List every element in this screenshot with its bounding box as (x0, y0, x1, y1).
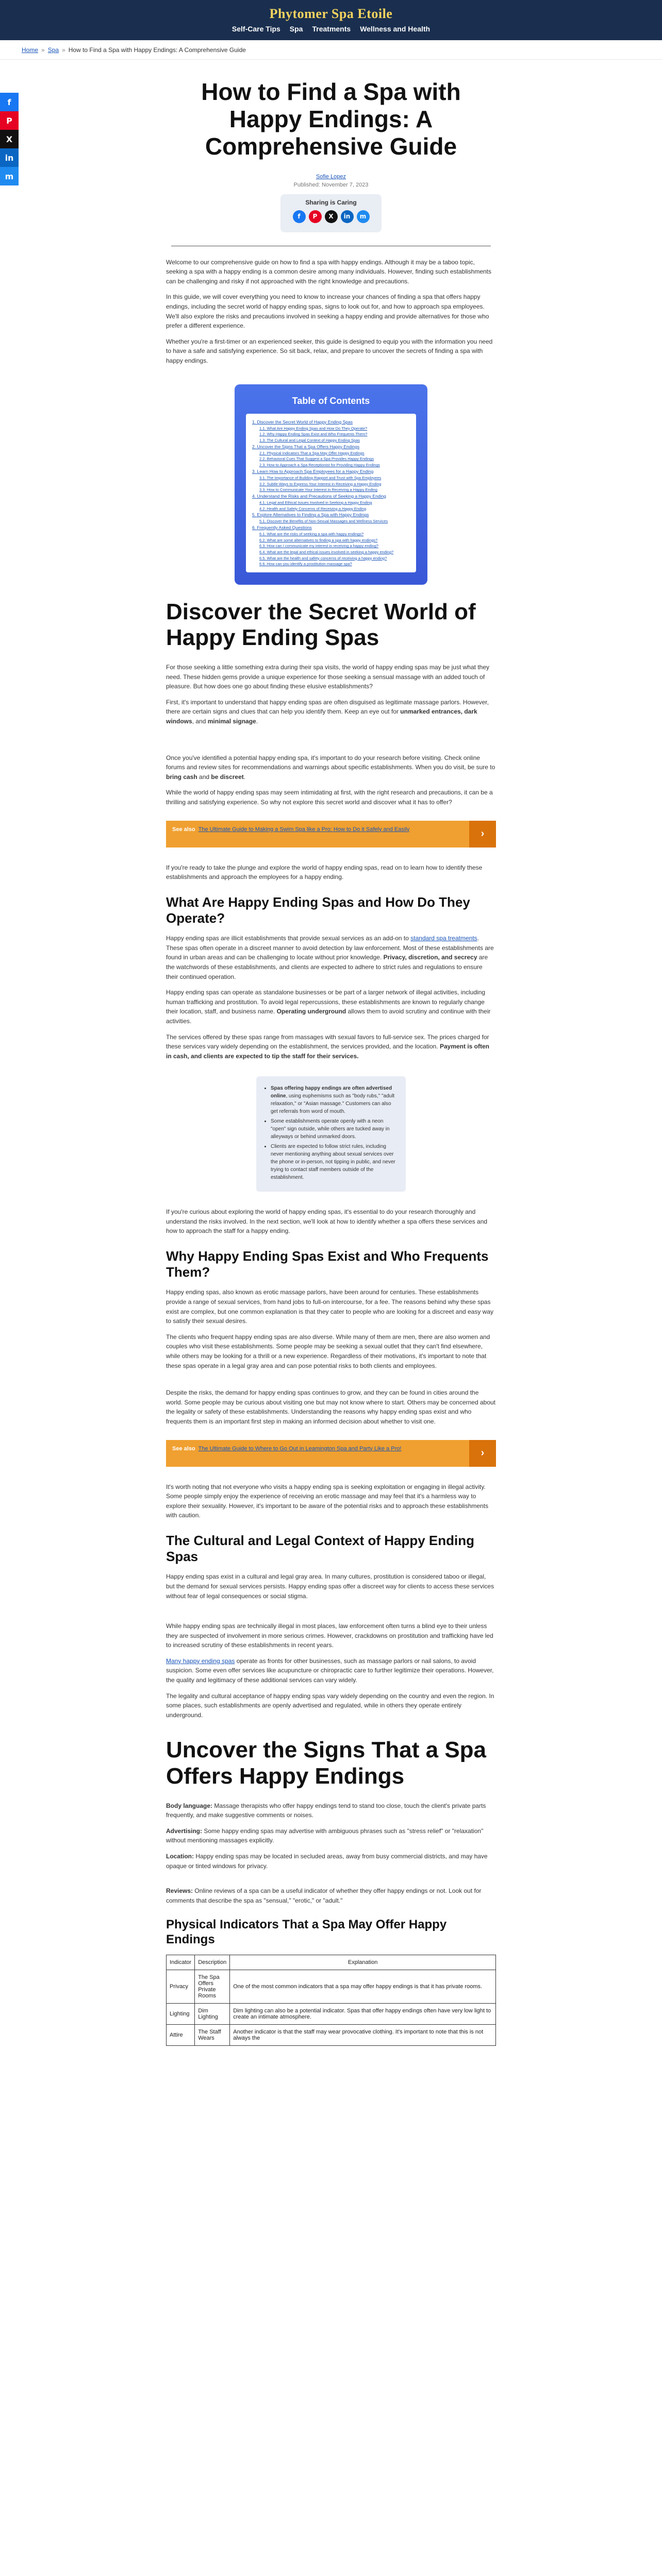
toc-item-number: 6.2. (259, 537, 266, 543)
toc-item-number: 6.5. (259, 555, 266, 561)
list-item (271, 1084, 398, 1115)
text: . (243, 773, 246, 781)
indicators-table (166, 1955, 496, 2046)
paragraph (166, 1826, 496, 1845)
toc-item[interactable] (252, 493, 410, 500)
paragraph: While happy ending spas are technically illegal in most places, law enforcement often turns a blind eye to their unless they are suspected of involvement in more serious crimes. However, crackdowns on prostitution and trafficking have led to increased scrutiny of these establishments in recent years. (166, 1622, 493, 1649)
toc-item-label: Subtle Ways to Express Your Interest in Receiving a Happy Ending (267, 481, 382, 486)
toc-item-label: What are the risks of seeking a spa with happy endings? (267, 532, 364, 537)
sharing-box (280, 194, 382, 232)
paragraph: Despite the risks, the demand for happy ending spas continues to grow, and they can be found in cities around the world. Some people may be curious about visiting one but may not know where to start. Others may be concerned about the legality or safety of these establishments. Understanding the reasons why happy ending spas exist and who frequents them is an important first step in making an informed decision about whether to visit one. (166, 1389, 496, 1425)
toc-item[interactable] (252, 475, 410, 481)
linkedin-icon[interactable]: in (341, 210, 354, 223)
bold-text: Advertising: (166, 1827, 203, 1835)
see-also-banner[interactable] (166, 821, 496, 848)
bold-text: be discreet (211, 773, 244, 781)
table-cell: The Staff Wears (195, 2024, 230, 2045)
article-header (171, 78, 491, 232)
toc-item-number: 6.4. (259, 550, 266, 555)
see-also-banner[interactable] (166, 1440, 496, 1467)
toc-item-number: 2.2. (259, 456, 266, 462)
text: Massage therapists who offer happy endings tend to stand too close, touch the client's private parts frequently, and make suggestive comments or noises. (166, 1802, 486, 1819)
breadcrumb-separator: » (41, 46, 45, 54)
see-also-link[interactable]: The Ultimate Guide to Where to Go Out in Leamington Spa and Party Like a Pro! (198, 1445, 402, 1452)
nav-item-self-care-tips[interactable]: Self-Care Tips (231, 25, 280, 33)
text: First, it's important to understand that happy ending spas are often disguised as legitimate massage parlors. However, there are certain signs and clues that can help you identify them. Keep an eye out for (166, 698, 489, 716)
toc-item-number: 1.3. (259, 438, 266, 443)
toc-item[interactable] (252, 444, 410, 450)
toc-item-number: 2. (252, 444, 256, 449)
paragraph: For those seeking a little something extra during their spa visits, the world of happy ending spas may be just what they need. These hidden gems provide a unique experience for those seeking a sensual massage with an added touch of pleasure. But how does one go about finding these elusive establishments? (166, 664, 489, 690)
list-item: • Clients are expected to follow strict rules, including never mentioning anything about sexual services over the phone or in-person, not tipping in public, and never trying to contact staff members outside of the establishment. (271, 1143, 398, 1181)
toc-item-label: Understand the Risks and Precautions of Seeking a Happy Ending (257, 493, 386, 499)
bold-text: bring cash (166, 773, 197, 781)
messenger-icon[interactable]: m (0, 167, 19, 185)
see-also-text (166, 821, 469, 848)
toc-item-label: Legal and Ethical Issues Involved in Seeking a Happy Ending (267, 500, 372, 505)
column-header: Indicator (167, 1955, 195, 1970)
text: . (256, 718, 258, 725)
table-body (167, 1970, 496, 2045)
toc-item-number: 1.2. (259, 432, 266, 437)
nav-item-wellness-and-health[interactable]: Wellness and Health (360, 25, 431, 33)
toc-item-label: Explore Alternatives to Finding a Spa with Happy Endings (257, 512, 369, 518)
chevron-right-icon[interactable]: › (469, 1440, 496, 1467)
column-header: Description (195, 1955, 230, 1970)
table-row (167, 2003, 496, 2024)
paragraph: The legality and cultural acceptance of happy ending spas vary widely depending on the country and even the region. In some places, such establishments are openly advertised and regulated, while in others they operate entirely underground. (166, 1692, 494, 1719)
facebook-icon[interactable]: f (0, 93, 19, 111)
paragraph: Happy ending spas, also known as erotic massage parlors, have been around for centuries. These establishments provide a range of sexual services, from hand jobs to full-on intercourse, for a fee. The reasons behind why these spas exist are complex, but one common explanation is that they cater to people who are looking for a discreet and easy way to satisfy their sexual desires. (166, 1289, 494, 1325)
toc-item[interactable] (252, 555, 410, 562)
paragraph (166, 1852, 496, 1871)
toc-item[interactable] (252, 543, 410, 549)
spacer (166, 733, 496, 753)
table-cell: One of the most common indicators that a spa may offer happy endings is that it has private rooms. (230, 1970, 496, 2003)
see-also-label: See also (172, 826, 195, 833)
toc-item-label: What are some alternatives to finding a spa with happy endings? (267, 537, 378, 543)
text: . These spas often operate in a discreet manner to avoid detection by law enforcement. Most of these establishments are found in urban areas and can be challenging to locate without prior knowledge. (166, 935, 494, 961)
x-icon[interactable]: X (0, 130, 19, 148)
toc-item[interactable] (252, 419, 410, 426)
paragraph (166, 1032, 496, 1061)
bold-text: unmarked entrances, dark windows (166, 708, 477, 725)
table-row (167, 2024, 496, 2045)
table-of-contents (235, 384, 427, 585)
section-heading: Physical Indicators That a Spa May Offer Happy Endings (166, 1918, 447, 1947)
toc-item-number: 3.3. (259, 487, 266, 493)
text: allows them to avoid scrutiny and continue with their activities. (166, 1008, 491, 1025)
paragraph (166, 934, 496, 981)
paragraph: Happy ending spas exist in a cultural and legal gray area. In many cultures, prostitution is considered taboo or illegal, but the demand for sexual services persists. Happy ending spas offer a discreet way for clients to access these services without fear of legal consequences or social stigma. (166, 1573, 494, 1600)
toc-title: Table of Contents (292, 395, 370, 406)
toc-item-number: 2.1. (259, 450, 266, 455)
share-rail (0, 93, 19, 185)
breadcrumb-current: How to Find a Spa with Happy Endings: A Comprehensive Guide (68, 46, 246, 54)
toc-list (246, 414, 416, 572)
text: , using euphemisms such as "body rubs," "adult relaxation," or "Asian massage." Customers can also get referrals from word of mouth. (271, 1093, 395, 1115)
toc-item[interactable] (252, 450, 410, 456)
toc-item[interactable] (252, 518, 410, 524)
text: Happy ending spas are illicit establishments that provide sexual services as an add-on to (166, 935, 411, 942)
intro-paragraph: In this guide, we will cover everything you need to know to increase your chances of finding a spa that offers happy endings, including the secret world of happy ending spas, signs to look out for, and how to approach spa employees. We'll also explore the risks and precautions involved in seeking a happy ending and provide alternatives for those who prefer a different experience. (166, 293, 489, 330)
text: Online reviews of a spa can be a useful indicator of whether they offer happy endings or not. Look out for comments that describe the spa as "sensual," "erotic," or "adult." (166, 1887, 482, 1904)
toc-item-label: The Importance of Building Rapport and Trust with Spa Employees (267, 475, 382, 480)
toc-item[interactable] (252, 431, 410, 437)
toc-item-label: Learn How to Approach Spa Employees for a Happy Ending (257, 468, 374, 474)
paragraph: While the world of happy ending spas may seem intimidating at first, with the right research and precautions, it can be a thrilling and satisfying experience. So why not explore this secret world and discover what it has to offer? (166, 789, 493, 806)
table-cell: Attire (167, 2024, 195, 2045)
toc-item-number: 1. (252, 419, 256, 425)
site-header (0, 0, 662, 40)
table-cell: Another indicator is that the staff may wear provocative clothing. It's important to note that this is not always the (230, 2024, 496, 2045)
breadcrumb-home[interactable]: Home (22, 46, 39, 54)
toc-item[interactable] (252, 524, 410, 531)
toc-item-label: Why Happy Ending Spas Exist and Who Frequents Them? (267, 432, 368, 437)
bold-text: Payment is often in cash, and clients are expected to tip the staff for their services. (166, 1043, 490, 1060)
table-row (167, 1970, 496, 2003)
bold-text: Spas offering happy endings are often advertised online (271, 1086, 392, 1099)
bold-text: Operating underground (276, 1008, 346, 1015)
spacer (166, 1607, 496, 1621)
table-header-row (167, 1955, 496, 1970)
text: operate as fronts for other businesses, such as massage parlors or nail salons, to avoid suspicion. Some even offer services like acupuncture or chiropractic care to further legitimize their operations. However, the quality and legitimacy of these additional services can vary widely. (166, 1657, 494, 1684)
toc-item[interactable] (252, 437, 410, 444)
paragraph (166, 698, 496, 726)
pinterest-icon[interactable]: P (309, 210, 322, 223)
toc-item-label: How to Communicate Your Interest in Receiving a Happy Ending (267, 487, 377, 493)
paragraph: The clients who frequent happy ending spas are also diverse. While many of them are men, there are also women and couples who visit these establishments. Some people may be seeking a sexual outlet that they can't find elsewhere, while others may be looking for a thrill or a new experience. Regardless of their motivations, it's important to note that these spas operate in a legal gray area and can pose potential risks to both clients and employees. (166, 1333, 490, 1369)
section-heading: Discover the Secret World of Happy Ending Spas (166, 599, 476, 651)
table-cell: Lighting (167, 2003, 195, 2024)
text: Happy ending spas can operate as standalone businesses or be part of a larger network of illegal activities, including human trafficking and prostitution. To avoid legal repercussions, these establishments are known to regularly change their location, staff, and business name. (166, 989, 486, 1015)
bold-text: Privacy, discretion, and secrecy (383, 954, 477, 961)
paragraph (166, 988, 496, 1026)
toc-item[interactable] (252, 512, 410, 518)
nav-item-treatments[interactable]: Treatments (312, 25, 351, 33)
table-cell: Dim lighting can also be a potential indicator. Spas that offer happy endings often have very low light to create an intimate atmosphere. (230, 2003, 496, 2024)
toc-item-number: 2.3. (259, 463, 266, 468)
standard-spa-treatments-link[interactable]: standard spa treatments (410, 935, 477, 942)
text: Happy ending spas may be located in secluded areas, away from busy commercial districts, and may have opaque or tinted windows for privacy. (166, 1853, 488, 1870)
linkedin-icon[interactable]: in (0, 148, 19, 167)
main-nav (0, 25, 662, 33)
toc-item-label: Discover the Secret World of Happy Ending Spas (257, 419, 353, 425)
toc-item-number: 3.1. (259, 475, 266, 480)
toc-item[interactable] (252, 487, 410, 493)
paragraph (166, 1656, 496, 1685)
toc-item-number: 6.6. (259, 562, 266, 567)
toc-item-label: Health and Safety Concerns of Receiving a Happy Ending (267, 506, 367, 511)
toc-item-number: 4. (252, 493, 256, 499)
toc-item[interactable] (252, 537, 410, 544)
see-also-link[interactable]: The Ultimate Guide to Making a Swim Spa like a Pro: How to Do it Safely and Easily (198, 826, 410, 833)
toc-item-label: Frequently Asked Questions (257, 524, 312, 530)
toc-item-label: Uncover the Signs That a Spa Offers Happy Endings (257, 444, 360, 449)
toc-item-number: 3. (252, 468, 256, 474)
toc-item[interactable] (252, 561, 410, 567)
text: Some happy ending spas may advertise with ambiguous phrases such as "stress relief" or "relaxation" without mentioning massages explicitly. (166, 1827, 484, 1844)
article-title: How to Find a Spa with Happy Endings: A Comprehensive Guide (201, 78, 461, 160)
nav-item-spa[interactable]: Spa (289, 25, 303, 33)
toc-item-label: What are the health and safety concerns of receiving a happy ending? (267, 555, 387, 561)
happy-ending-spas-link[interactable]: Many happy ending spas (166, 1657, 235, 1665)
table-cell: Dim Lighting (195, 2003, 230, 2024)
toc-item-label: What are the legal and ethical issues involved in seeking a happy ending? (267, 550, 394, 555)
published-date: Published: November 7, 2023 (293, 181, 369, 188)
text: , and (192, 718, 208, 725)
toc-item-number: 6.1. (259, 532, 266, 537)
bold-text: Reviews: (166, 1887, 193, 1895)
toc-item-label: The Cultural and Legal Context of Happy Ending Spas (267, 438, 360, 443)
toc-item-number: 4.1. (259, 500, 266, 505)
toc-item[interactable] (252, 481, 410, 487)
section-heading: The Cultural and Legal Context of Happy Ending Spas (166, 1532, 475, 1565)
table-cell: Privacy (167, 1970, 195, 2003)
toc-item[interactable] (252, 462, 410, 468)
site-logo[interactable]: Phytomer Spa Etoile (269, 6, 393, 21)
section-heading: Why Happy Ending Spas Exist and Who Frequents Them? (166, 1248, 489, 1280)
breadcrumb (0, 40, 662, 60)
toc-item-number: 4.2. (259, 506, 266, 511)
breadcrumb-spa[interactable]: Spa (47, 46, 59, 54)
paragraph: If you're ready to take the plunge and explore the world of happy ending spas, read on to learn how to identify these establishments and approach the employees for a happy ending. (166, 863, 483, 881)
messenger-icon[interactable]: m (357, 210, 370, 223)
text: and (197, 773, 211, 781)
column-header: Explanation (230, 1955, 496, 1970)
toc-item-label: Discover the Benefits of Non-Sexual Massages and Wellness Services (267, 519, 388, 524)
toc-item-number: 6.3. (259, 544, 266, 549)
paragraph: If you're curious about exploring the world of happy ending spas, it's essential to do your research thoroughly and understand the risks involved. In the next section, we'll look at how to identify whether a spa offers these services and how to approach the staff for a happy ending. (166, 1208, 488, 1235)
toc-item-number: 1.1. (259, 426, 266, 431)
toc-item-number: 5.1. (259, 519, 266, 524)
x-icon[interactable]: X (325, 210, 338, 223)
paragraph (166, 1886, 496, 1905)
toc-item-label: How to Approach a Spa Receptionist for Providing Happy Endings (267, 463, 380, 468)
toc-item[interactable] (252, 426, 410, 432)
toc-item-label: How can I communicate my interest in receiving a happy ending? (267, 544, 378, 549)
toc-item-number: 6. (252, 524, 256, 530)
sharing-title: Sharing is Caring (305, 198, 357, 206)
paragraph (166, 753, 496, 782)
list-item: • Some establishments operate openly with a neon "open" sign outside, while others are tucked away in alleyways or behind unmarked doors. (271, 1117, 398, 1141)
toc-item-label: What Are Happy Ending Spas and How Do They Operate? (267, 426, 368, 431)
toc-item-label: How can you identify a prostitution massage spa? (267, 562, 352, 567)
toc-item-label: Physical Indicators That a Spa May Offer Happy Endings (267, 450, 365, 455)
toc-item[interactable] (252, 500, 410, 506)
paragraph (166, 1801, 496, 1820)
bold-text: Location: (166, 1853, 194, 1860)
author-link[interactable]: Sofie Lopez (316, 173, 346, 180)
toc-item[interactable] (252, 549, 410, 555)
text: The services offered by these spas range from massages with sexual favors to full-service sex. The prices charged for these services vary widely depending on the establishment, the services provided, and the location. (166, 1033, 489, 1050)
spacer (166, 1877, 496, 1886)
bold-text: minimal signage (207, 718, 256, 725)
toc-item-number: 3.2. (259, 481, 266, 486)
see-also-label: See also (172, 1445, 195, 1452)
toc-item[interactable] (252, 531, 410, 537)
toc-item[interactable] (252, 468, 410, 475)
breadcrumb-separator: » (62, 46, 65, 54)
bullet-box (256, 1076, 406, 1192)
toc-item-number: 5. (252, 512, 256, 518)
facebook-icon[interactable]: f (293, 210, 306, 223)
table-cell: The Spa Offers Private Rooms (195, 1970, 230, 2003)
bold-text: Body language: (166, 1802, 213, 1809)
toc-item[interactable] (252, 506, 410, 512)
intro-paragraph: Welcome to our comprehensive guide on how to find a spa with happy endings. Although it may be a taboo topic, seeking a spa with a happy ending is a common desire among many individuals. However, finding such establishments can be challenging and risky if not approached with the right knowledge and precautions. (166, 258, 492, 285)
article-content (166, 258, 496, 2046)
section-heading: What Are Happy Ending Spas and How Do They Operate? (166, 894, 470, 926)
section-heading: Uncover the Signs That a Spa Offers Happy Endings (166, 1737, 487, 1789)
see-also-text (166, 1440, 469, 1467)
chevron-right-icon[interactable]: › (469, 821, 496, 848)
text: are the watchwords of these establishments, and clients are expected to adhere to strict rules and regulations to ensure their continued operation. (166, 954, 488, 980)
spacer (166, 1377, 496, 1388)
intro-paragraph: Whether you're a first-timer or an experienced seeker, this guide is designed to equip you with the information you need to have a safe and satisfying experience. So sit back, relax, and prepare to uncover the secrets of finding a spa with happy endings. (166, 337, 493, 365)
sharing-icons (280, 210, 382, 223)
paragraph: It's worth noting that not everyone who visits a happy ending spa is seeking exploitation or engaging in illegal activity. Some people simply enjoy the experience of receiving an erotic massage and may feel that it's a harmless way to explore their sexuality. However, it's important to be aware of the potential risks and to approach these establishments with caution. (166, 1483, 489, 1519)
toc-item[interactable] (252, 456, 410, 462)
text: Once you've identified a potential happy ending spa, it's important to do your research before visiting. Check online forums and review sites for recommendations and warnings about specific establishments. When you do visit, be sure to (166, 754, 495, 771)
toc-item-label: Behavioral Cues That Suggest a Spa Provides Happy Endings (267, 456, 374, 462)
pinterest-icon[interactable]: P (0, 111, 19, 130)
